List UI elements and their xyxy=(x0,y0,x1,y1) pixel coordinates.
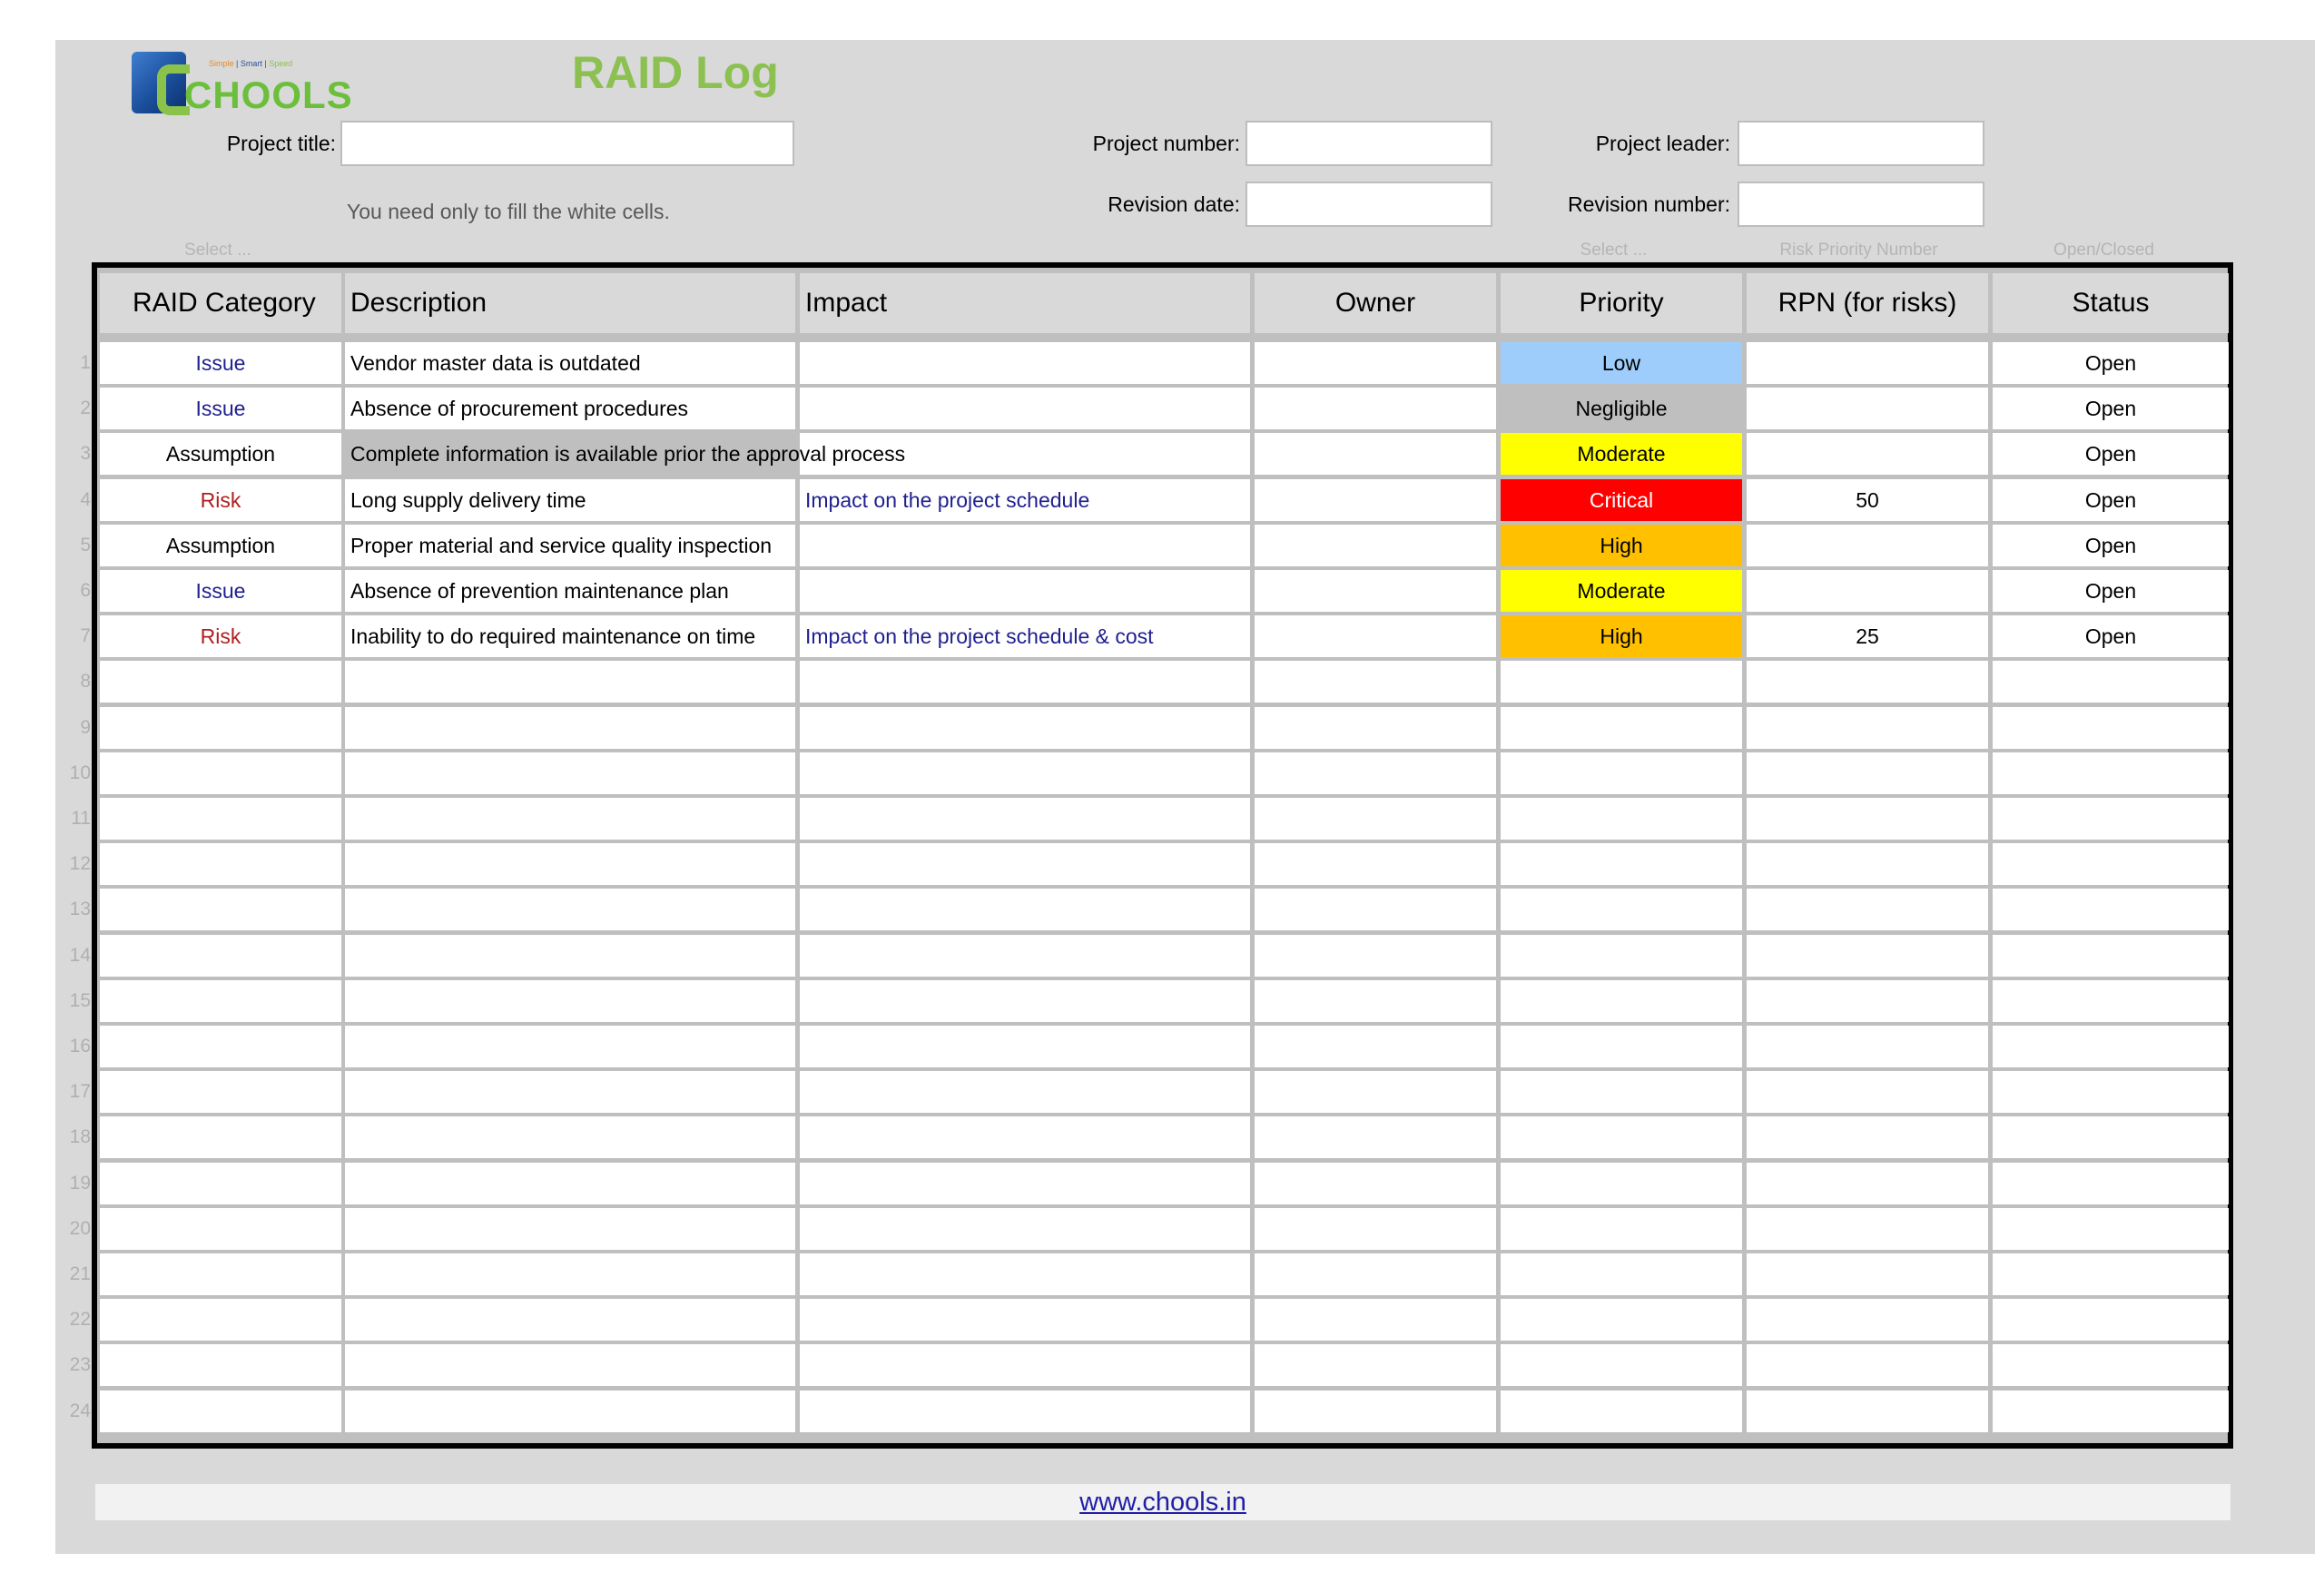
cell-rpn[interactable] xyxy=(1747,342,1988,384)
cell-rpn[interactable] xyxy=(1747,1116,1988,1158)
row-number: 16 xyxy=(69,1036,91,1056)
cell-owner[interactable] xyxy=(1255,1344,1496,1386)
cell-priority[interactable] xyxy=(1501,843,1742,885)
cell-priority[interactable]: High xyxy=(1501,525,1742,566)
cell-status[interactable]: Open xyxy=(1993,570,2229,612)
cell-impact[interactable] xyxy=(800,752,1250,794)
cell-category[interactable] xyxy=(100,1299,341,1341)
row-number: 4 xyxy=(80,488,91,510)
revision-date-label: Revision date: xyxy=(1108,192,1240,216)
cell-status[interactable]: Open xyxy=(1993,525,2229,566)
cell-description[interactable]: Long supply delivery time xyxy=(345,479,795,521)
cell-impact[interactable] xyxy=(800,1253,1250,1295)
cell-rpn[interactable]: 25 xyxy=(1747,615,1988,657)
cell-category[interactable] xyxy=(100,798,341,840)
cell-priority[interactable]: High xyxy=(1501,615,1742,657)
row-number: 6 xyxy=(80,580,91,601)
cell-category[interactable] xyxy=(100,889,341,930)
cell-owner[interactable] xyxy=(1255,615,1496,657)
cell-impact[interactable] xyxy=(800,980,1250,1022)
cell-category[interactable]: Issue xyxy=(100,388,341,429)
footer-bar xyxy=(95,1484,2230,1520)
rpn-hint: Risk Priority Number xyxy=(1779,241,1938,260)
cell-impact[interactable] xyxy=(800,1071,1250,1113)
page-title: RAID Log xyxy=(572,47,779,98)
cell-description[interactable] xyxy=(345,1071,795,1113)
cell-owner[interactable] xyxy=(1255,889,1496,930)
cell-category[interactable] xyxy=(100,1344,341,1386)
cell-impact[interactable] xyxy=(800,1026,1250,1067)
cell-priority[interactable] xyxy=(1501,1299,1742,1341)
cell-priority[interactable] xyxy=(1501,1344,1742,1386)
project-number-label: Project number: xyxy=(1092,132,1240,155)
cell-owner[interactable] xyxy=(1255,752,1496,794)
cell-status[interactable] xyxy=(1993,1299,2229,1341)
row-number: 17 xyxy=(69,1081,91,1103)
cell-category[interactable]: Risk xyxy=(100,615,341,657)
cell-impact[interactable] xyxy=(800,1116,1250,1158)
cell-priority[interactable] xyxy=(1501,980,1742,1022)
cell-priority[interactable]: Moderate xyxy=(1501,570,1742,612)
cell-category[interactable] xyxy=(100,1163,341,1204)
revision-date-field[interactable] xyxy=(1246,182,1492,227)
cell-status[interactable] xyxy=(1993,661,2229,703)
row-number: 12 xyxy=(69,853,91,875)
priority-hint: Select ... xyxy=(1580,241,1648,260)
cell-rpn[interactable]: 50 xyxy=(1747,479,1988,521)
cell-rpn[interactable] xyxy=(1747,661,1988,703)
logo-cube-icon xyxy=(132,52,186,113)
cell-impact[interactable] xyxy=(800,570,1250,612)
cell-impact[interactable] xyxy=(800,935,1250,977)
cell-rpn[interactable] xyxy=(1747,935,1988,977)
cell-owner[interactable] xyxy=(1255,570,1496,612)
cell-category[interactable]: Issue xyxy=(100,570,341,612)
cell-owner[interactable] xyxy=(1255,433,1496,475)
cell-category[interactable] xyxy=(100,843,341,885)
project-leader-field[interactable] xyxy=(1738,121,1984,166)
cell-impact[interactable] xyxy=(800,525,1250,566)
cell-status[interactable]: Open xyxy=(1993,433,2229,475)
cell-status[interactable] xyxy=(1993,889,2229,930)
logo-tagline: Simple | Smart | Speed xyxy=(209,59,293,68)
cell-category[interactable] xyxy=(100,1253,341,1295)
project-title-label: Project title: xyxy=(226,132,336,155)
cell-rpn[interactable] xyxy=(1747,525,1988,566)
cell-priority[interactable]: Moderate xyxy=(1501,433,1742,475)
row-number: 7 xyxy=(80,625,91,647)
cell-rpn[interactable] xyxy=(1747,1391,1988,1432)
cell-owner[interactable] xyxy=(1255,661,1496,703)
row-number: 3 xyxy=(80,443,91,465)
cell-description[interactable]: Vendor master data is outdated xyxy=(345,342,795,384)
column-header-status: Status xyxy=(1993,273,2229,333)
cell-priority[interactable]: Low xyxy=(1501,342,1742,384)
cell-priority[interactable] xyxy=(1501,798,1742,840)
cell-owner[interactable] xyxy=(1255,1391,1496,1432)
cell-impact[interactable]: Impact on the project schedule & cost xyxy=(800,615,1250,657)
raid-table xyxy=(92,262,2233,1449)
cell-priority[interactable]: Negligible xyxy=(1501,388,1742,429)
cell-rpn[interactable] xyxy=(1747,1208,1988,1250)
cell-rpn[interactable] xyxy=(1747,798,1988,840)
row-number: 2 xyxy=(80,398,91,419)
row-number: 20 xyxy=(69,1217,91,1239)
cell-description[interactable] xyxy=(345,1391,795,1432)
cell-description[interactable]: Proper material and service quality inspection xyxy=(345,525,795,566)
cell-impact[interactable] xyxy=(800,1163,1250,1204)
cell-category[interactable]: Risk xyxy=(100,479,341,521)
cell-priority[interactable] xyxy=(1501,1116,1742,1158)
cell-description[interactable] xyxy=(345,1026,795,1067)
cell-status[interactable]: Open xyxy=(1993,615,2229,657)
project-number-field[interactable] xyxy=(1246,121,1492,166)
cell-description[interactable] xyxy=(345,1299,795,1341)
revision-number-field[interactable] xyxy=(1738,182,1984,227)
cell-priority[interactable] xyxy=(1501,1026,1742,1067)
cell-owner[interactable] xyxy=(1255,1026,1496,1067)
cell-description[interactable] xyxy=(345,935,795,977)
cell-description[interactable] xyxy=(345,843,795,885)
row-number: 5 xyxy=(80,534,91,555)
instruction-note: You need only to fill the white cells. xyxy=(347,200,670,223)
cell-impact[interactable] xyxy=(800,798,1250,840)
cell-owner[interactable] xyxy=(1255,707,1496,749)
cell-owner[interactable] xyxy=(1255,388,1496,429)
cell-description[interactable] xyxy=(345,980,795,1022)
row-number: 22 xyxy=(69,1309,91,1331)
cell-impact[interactable] xyxy=(800,1391,1250,1432)
cell-category[interactable] xyxy=(100,1071,341,1113)
row-number: 10 xyxy=(69,762,91,783)
cell-status[interactable] xyxy=(1993,1344,2229,1386)
cell-rpn[interactable] xyxy=(1747,433,1988,475)
cell-rpn[interactable] xyxy=(1747,980,1988,1022)
cell-priority[interactable]: Critical xyxy=(1501,479,1742,521)
cell-priority[interactable] xyxy=(1501,1071,1742,1113)
cell-status[interactable]: Open xyxy=(1993,388,2229,429)
cell-status[interactable] xyxy=(1993,1208,2229,1250)
cell-description[interactable] xyxy=(345,1208,795,1250)
cell-status[interactable]: Open xyxy=(1993,342,2229,384)
cell-status[interactable] xyxy=(1993,935,2229,977)
cell-category[interactable]: Issue xyxy=(100,342,341,384)
row-number: 1 xyxy=(80,352,91,373)
cell-priority[interactable] xyxy=(1501,935,1742,977)
cell-owner[interactable] xyxy=(1255,1299,1496,1341)
cell-owner[interactable] xyxy=(1255,1253,1496,1295)
cell-status[interactable] xyxy=(1993,752,2229,794)
cell-impact[interactable] xyxy=(800,843,1250,885)
cell-description[interactable] xyxy=(345,1116,795,1158)
cell-priority[interactable] xyxy=(1501,661,1742,703)
cell-impact[interactable] xyxy=(800,1344,1250,1386)
cell-impact[interactable] xyxy=(800,707,1250,749)
cell-owner[interactable] xyxy=(1255,798,1496,840)
cell-priority[interactable] xyxy=(1501,1163,1742,1204)
cell-category[interactable] xyxy=(100,980,341,1022)
cell-category[interactable] xyxy=(100,1116,341,1158)
status-hint: Open/Closed xyxy=(2053,241,2154,260)
cell-rpn[interactable] xyxy=(1747,1344,1988,1386)
cell-impact[interactable] xyxy=(800,1208,1250,1250)
cell-rpn[interactable] xyxy=(1747,752,1988,794)
logo-wordmark: CHOOLS xyxy=(184,74,353,116)
project-title-field[interactable] xyxy=(340,121,794,166)
column-header-owner: Owner xyxy=(1255,273,1496,333)
category-hint: Select ... xyxy=(184,241,251,260)
cell-category[interactable] xyxy=(100,707,341,749)
cell-impact[interactable] xyxy=(800,661,1250,703)
cell-description[interactable] xyxy=(345,798,795,840)
cell-category[interactable] xyxy=(100,752,341,794)
cell-description[interactable]: Complete information is available prior the approval process xyxy=(350,442,906,467)
revision-number-label: Revision number: xyxy=(1568,192,1730,216)
cell-impact[interactable] xyxy=(800,388,1250,429)
row-number: 23 xyxy=(69,1354,91,1376)
cell-category[interactable]: Assumption xyxy=(100,433,341,475)
cell-description[interactable] xyxy=(345,1344,795,1386)
cell-owner[interactable] xyxy=(1255,342,1496,384)
cell-category[interactable] xyxy=(100,1391,341,1432)
column-header-description: Description xyxy=(345,273,795,333)
row-number: 11 xyxy=(71,808,91,829)
cell-status[interactable] xyxy=(1993,843,2229,885)
cell-category[interactable] xyxy=(100,1026,341,1067)
row-number: 21 xyxy=(69,1263,91,1284)
cell-description[interactable] xyxy=(345,661,795,703)
cell-status[interactable] xyxy=(1993,1071,2229,1113)
cell-impact[interactable] xyxy=(800,889,1250,930)
cell-category[interactable] xyxy=(100,935,341,977)
cell-description[interactable] xyxy=(345,1163,795,1204)
cell-category[interactable] xyxy=(100,661,341,703)
cell-owner[interactable] xyxy=(1255,479,1496,521)
cell-status[interactable] xyxy=(1993,1026,2229,1067)
cell-category[interactable]: Assumption xyxy=(100,525,341,566)
cell-owner[interactable] xyxy=(1255,525,1496,566)
row-number: 14 xyxy=(69,944,91,966)
cell-rpn[interactable] xyxy=(1747,1163,1988,1204)
cell-status[interactable] xyxy=(1993,1253,2229,1295)
column-header-category: RAID Category xyxy=(100,273,341,333)
row-number: 19 xyxy=(69,1172,91,1194)
cell-description[interactable] xyxy=(345,707,795,749)
project-leader-label: Project leader: xyxy=(1595,132,1730,155)
cell-description[interactable] xyxy=(345,1253,795,1295)
cell-rpn[interactable] xyxy=(1747,1299,1988,1341)
cell-owner[interactable] xyxy=(1255,1071,1496,1113)
cell-owner[interactable] xyxy=(1255,1163,1496,1204)
cell-impact[interactable] xyxy=(800,1299,1250,1341)
cell-status[interactable] xyxy=(1993,1116,2229,1158)
cell-impact[interactable]: Impact on the project schedule xyxy=(800,479,1250,521)
cell-rpn[interactable] xyxy=(1747,388,1988,429)
cell-status[interactable] xyxy=(1993,1391,2229,1432)
column-header-rpn: RPN (for risks) xyxy=(1747,273,1988,333)
row-number: 8 xyxy=(80,671,91,693)
cell-rpn[interactable] xyxy=(1747,570,1988,612)
cell-owner[interactable] xyxy=(1255,935,1496,977)
row-number: 13 xyxy=(69,899,91,920)
cell-description[interactable]: Absence of prevention maintenance plan xyxy=(345,570,795,612)
cell-description[interactable]: Inability to do required maintenance on time xyxy=(345,615,795,657)
cell-owner[interactable] xyxy=(1255,980,1496,1022)
website-link[interactable]: www.chools.in xyxy=(1079,1488,1246,1517)
chools-logo xyxy=(132,50,353,118)
column-header-priority: Priority xyxy=(1501,273,1742,333)
cell-category[interactable] xyxy=(100,1208,341,1250)
cell-impact[interactable] xyxy=(800,342,1250,384)
cell-rpn[interactable] xyxy=(1747,1026,1988,1067)
cell-priority[interactable] xyxy=(1501,1391,1742,1432)
cell-priority[interactable] xyxy=(1501,1208,1742,1250)
row-number: 18 xyxy=(69,1126,91,1148)
cell-description[interactable]: Absence of procurement procedures xyxy=(345,388,795,429)
cell-status[interactable] xyxy=(1993,707,2229,749)
cell-owner[interactable] xyxy=(1255,1208,1496,1250)
cell-status[interactable]: Open xyxy=(1993,479,2229,521)
row-number: 9 xyxy=(80,716,91,738)
cell-priority[interactable] xyxy=(1501,889,1742,930)
column-header-impact: Impact xyxy=(800,273,1250,333)
cell-owner[interactable] xyxy=(1255,843,1496,885)
cell-status[interactable] xyxy=(1993,980,2229,1022)
cell-priority[interactable] xyxy=(1501,1253,1742,1295)
cell-rpn[interactable] xyxy=(1747,1253,1988,1295)
cell-rpn[interactable] xyxy=(1747,889,1988,930)
cell-owner[interactable] xyxy=(1255,1116,1496,1158)
cell-priority[interactable] xyxy=(1501,752,1742,794)
cell-rpn[interactable] xyxy=(1747,1071,1988,1113)
cell-status[interactable] xyxy=(1993,1163,2229,1204)
row-number: 24 xyxy=(69,1400,91,1421)
row-number: 15 xyxy=(69,989,91,1011)
cell-description[interactable] xyxy=(345,752,795,794)
cell-description[interactable] xyxy=(345,889,795,930)
cell-priority[interactable] xyxy=(1501,707,1742,749)
cell-rpn[interactable] xyxy=(1747,707,1988,749)
cell-status[interactable] xyxy=(1993,798,2229,840)
cell-rpn[interactable] xyxy=(1747,843,1988,885)
